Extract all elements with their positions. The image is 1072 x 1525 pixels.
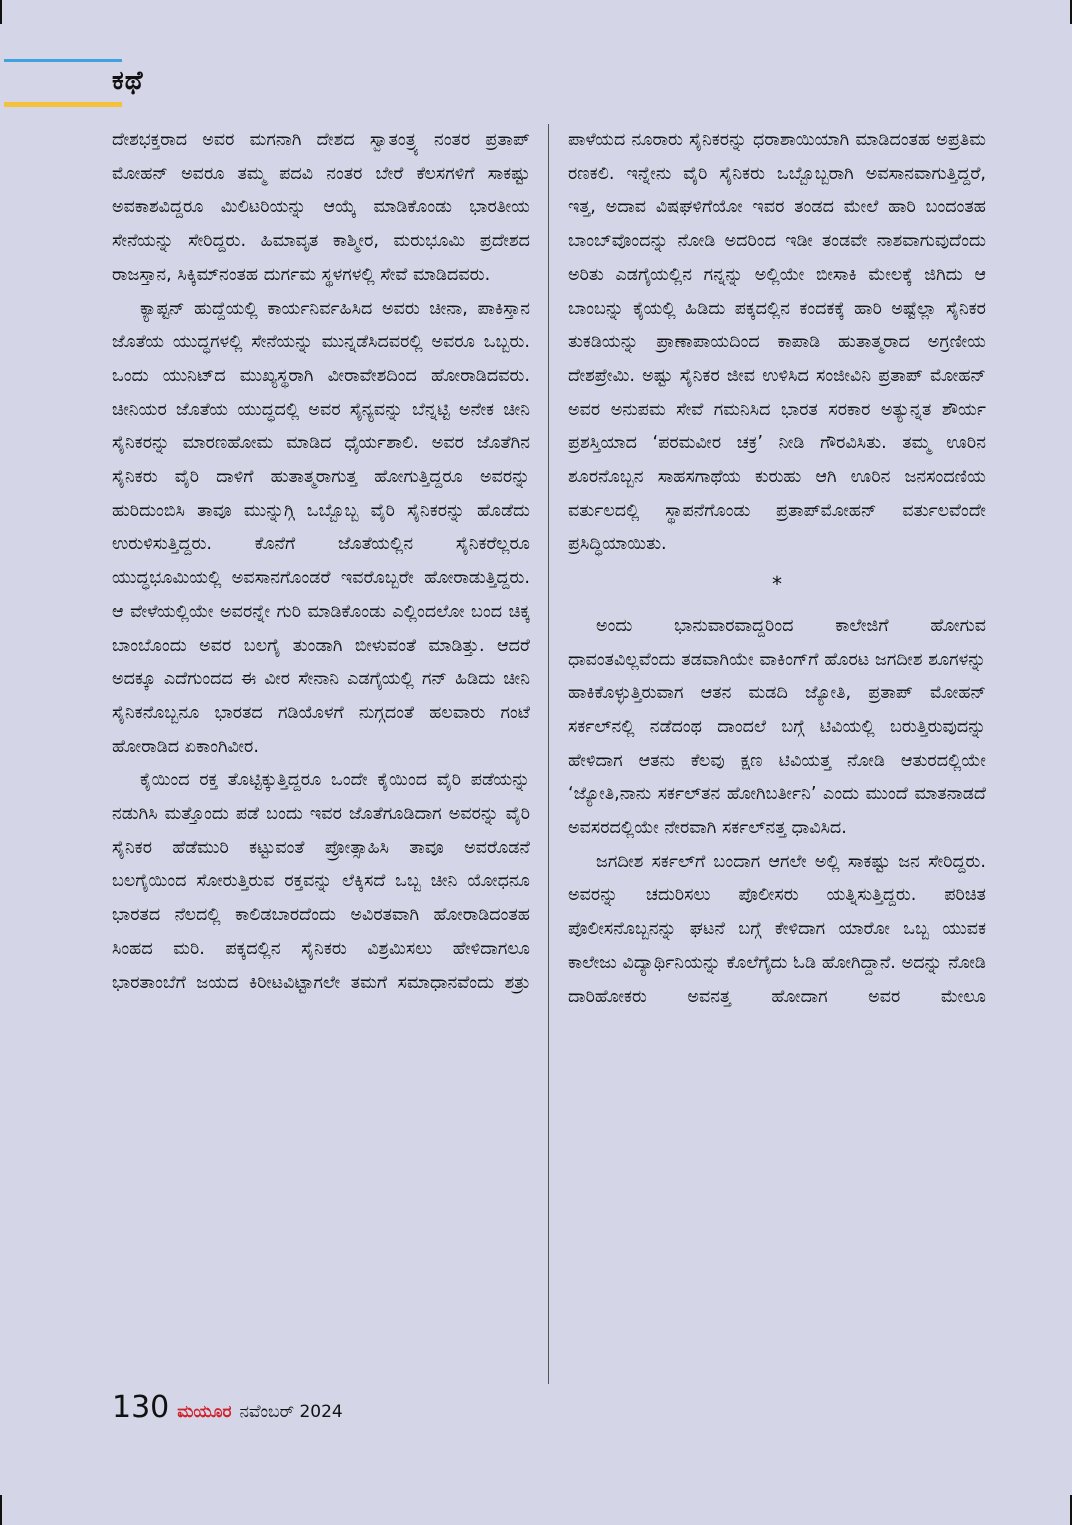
- magazine-logo: ಮಯೂರ: [177, 1402, 232, 1422]
- page-number: 130: [112, 1390, 170, 1425]
- column-divider: [548, 124, 549, 1384]
- header-underline: [4, 102, 122, 107]
- issue-date: ನವೆಂಬರ್ 2024: [239, 1402, 343, 1422]
- section-label: ಕಥೆ: [112, 66, 144, 96]
- paragraph: ಕೈಯಿಂದ ರಕ್ತ ತೊಟ್ಟಿಕ್ಕುತ್ತಿದ್ದರೂ ಒಂದೇ ಕೈಯಿಂದ ವೈರಿ ಪಡೆಯನ್ನು ನಡುಗಿಸಿ ಮತ್ತೊಂದು ಪಡೆ ಬಂದು ಇವರ ಜೊತೆಗೂಡಿದಾಗ ಅವರನ್ನು ವೈರಿ ಸೈನಿಕರ ಹೆಡೆಮುರಿ ಕಟ್ಟುವಂತೆ ಪ್ರೋತ್ಸಾಹಿಸಿ ತಾವೂ ಅವರೊಡನೆ ಬಲಗೈಯಿಂದ ಸೋರುತ್ತಿರುವ ರಕ್ತವನ್ನು ಲೆಕ್ಕಿಸದೆ ಒಬ್ಬ ಚೀನಿ ಯೋಧನೂ ಭಾರತದ ನೆಲದಲ್ಲಿ ಕಾಲಿಡಬಾರದೆಂದು ಅವಿರತವಾಗಿ ಹೋರಾಡಿದಂತಹ ಸಿಂಹದ ಮರಿ. ಪಕ್ಕದಲ್ಲಿನ ಸೈನಿಕರು ವಿಶ್ರಮಿಸಲು ಹೇಳಿದಾಗಲೂ ಭಾರತಾಂಬೆಗೆ ಜಯದ ಕಿರೀಟವಿಟ್ಟಾಗಲೇ ತಮಗೆ ಸಮಾಧಾನವೆಂದು ಶತ್ರು: [112, 770, 530, 993]
- page-footer: [112, 1390, 343, 1425]
- crop-mark: [0, 0, 2, 24]
- paragraph: ಅಂದು ಭಾನುವಾರವಾದ್ದರಿಂದ ಕಾಲೇಜಿಗೆ ಹೋಗುವ ಧಾವಂತವಿಲ್ಲವೆಂದು ತಡವಾಗಿಯೇ ವಾಕಿಂಗ್‌ಗೆ ಹೊರಟ ಜಗದೀಶ ಶೂಗಳನ್ನು ಹಾಕಿಕೊಳ್ಳುತ್ತಿರುವಾಗ ಆತನ ಮಡದಿ ಜ್ಯೋತಿ, ಪ್ರತಾಪ್ ಮೋಹನ್ ಸರ್ಕಲ್‌ನಲ್ಲಿ ನಡೆದಂಥ ದಾಂದಲೆ ಬಗ್ಗೆ ಟಿವಿಯಲ್ಲಿ ಬರುತ್ತಿರುವುದನ್ನು ಹೇಳಿದಾಗ ಆತನು ಕೆಲವು ಕ್ಷಣ ಟಿವಿಯತ್ತ ನೋಡಿ ಆತುರದಲ್ಲಿಯೇ ‘ಜ್ಯೋತಿ,ನಾನು ಸರ್ಕಲ್‌ತನ ಹೋಗಿಬರ್ತೀನಿ’ ಎಂದು ಮುಂದೆ ಮಾತನಾಡದೆ ಅವಸರದಲ್ಲಿಯೇ ನೇರವಾಗಿ ಸರ್ಕಲ್‌ನತ್ತ ಧಾವಿಸಿದ.: [568, 615, 986, 839]
- header-accent-line: [4, 59, 122, 62]
- right-column: [568, 124, 986, 1014]
- paragraph: ದೇಶಭಕ್ತರಾದ ಅವರ ಮಗನಾಗಿ ದೇಶದ ಸ್ವಾತಂತ್ರ್ಯ ನಂತರ ಪ್ರತಾಪ್ ಮೋಹನ್ ಅವರೂ ತಮ್ಮ ಪದವಿ ನಂತರ ಬೇರೆ ಕೆಲಸಗಳಿಗೆ ಸಾಕಷ್ಟು ಅವಕಾಶವಿದ್ದರೂ ಮಿಲಿಟರಿಯನ್ನು ಆಯ್ಕೆ ಮಾಡಿಕೊಂಡು ಭಾರತೀಯ ಸೇನೆಯನ್ನು ಸೇರಿದ್ದರು. ಹಿಮಾವೃತ ಕಾಶ್ಮೀರ, ಮರುಭೂಮಿ ಪ್ರದೇಶದ ರಾಜಸ್ತಾನ, ಸಿಕ್ಕಿಮ್‌ನಂತಹ ದುರ್ಗಮ ಸ್ಥಳಗಳಲ್ಲಿ ಸೇವೆ ಮಾಡಿದವರು.: [112, 130, 530, 285]
- crop-mark: [0, 1495, 2, 1525]
- section-separator: *: [772, 572, 782, 597]
- left-column: [112, 124, 530, 1000]
- paragraph: ಜಗದೀಶ ಸರ್ಕಲ್‌ಗೆ ಬಂದಾಗ ಆಗಲೇ ಅಲ್ಲಿ ಸಾಕಷ್ಟು ಜನ ಸೇರಿದ್ದರು. ಅವರನ್ನು ಚದುರಿಸಲು ಪೊಲೀಸರು ಯತ್ನಿಸುತ್ತಿದ್ದರು. ಪರಿಚಿತ ಪೊಲೀಸನೊಬ್ಬನನ್ನು ಘಟನೆ ಬಗ್ಗೆ ಕೇಳಿದಾಗ ಯಾರೋ ಒಬ್ಬ ಯುವಕ ಕಾಲೇಜು ವಿದ್ಯಾರ್ಥಿನಿಯನ್ನು ಕೊಲೆಗೈದು ಓಡಿ ಹೋಗಿದ್ದಾನೆ. ಅದನ್ನು ನೋಡಿ ದಾರಿಹೋಕರು ಅವನತ್ತ ಹೋದಾಗ ಅವರ ಮೇಲೂ: [568, 851, 986, 1007]
- paragraph: ಕ್ಯಾಪ್ಟನ್ ಹುದ್ದೆಯಲ್ಲಿ ಕಾರ್ಯನಿರ್ವಹಿಸಿದ ಅವರು ಚೀನಾ, ಪಾಕಿಸ್ತಾನ ಜೊತೆಯ ಯುದ್ಧಗಳಲ್ಲಿ ಸೇನೆಯನ್ನು ಮುನ್ನಡೆಸಿದವರಲ್ಲಿ ಅವರೂ ಒಬ್ಬರು. ಒಂದು ಯುನಿಟ್‌ದ ಮುಖ್ಯಸ್ಥರಾಗಿ ವೀರಾವೇಶದಿಂದ ಹೋರಾಡಿದವರು. ಚೀನಿಯರ ಜೊತೆಯ ಯುದ್ಧದಲ್ಲಿ ಅವರ ಸೈನ್ಯವನ್ನು ಬೆನ್ನಟ್ಟಿ ಅನೇಕ ಚೀನಿ ಸೈನಿಕರನ್ನು ಮಾರಣಹೋಮ ಮಾಡಿದ ಧೈರ್ಯಶಾಲಿ. ಅವರ ಜೊತೆಗಿನ ಸೈನಿಕರು ವೈರಿ ದಾಳಿಗೆ ಹುತಾತ್ಮರಾಗುತ್ತ ಹೋಗುತ್ತಿದ್ದರೂ ಅವರನ್ನು ಹುರಿದುಂಬಿಸಿ ತಾವೂ ಮುನ್ನುಗ್ಗಿ ಒಬ್ಬೊಬ್ಬ ವೈರಿ ಸೈನಿಕರನ್ನು ಹೊಡೆದು ಉರುಳಿಸುತ್ತಿದ್ದರು. ಕೊನೆಗೆ ಜೊತೆಯಲ್ಲಿನ ಸೈನಿಕರೆಲ್ಲರೂ ಯುದ್ಧಭೂಮಿಯಲ್ಲಿ ಅವಸಾನಗೊಂಡರೆ ಇವರೊಬ್ಬರೇ ಹೋರಾಡುತ್ತಿದ್ದರು. ಆ ವೇಳೆಯಲ್ಲಿಯೇ ಅವರನ್ನೇ ಗುರಿ ಮಾಡಿಕೊಂಡು ಎಲ್ಲಿಂದಲೋ ಬಂದ ಚಿಕ್ಕ ಬಾಂಬೊಂದು ಅವರ ಬಲಗೈ ತುಂಡಾಗಿ ಬೀಳುವಂತೆ ಮಾಡಿತ್ತು. ಆದರೆ ಅದಕ್ಕೂ ಎದೆಗುಂದದ ಈ ವೀರ ಸೇನಾನಿ ಎಡಗೈಯಲ್ಲಿ ಗನ್ ಹಿಡಿದು ಚೀನಿ ಸೈನಿಕನೊಬ್ಬನೂ ಭಾರತದ ಗಡಿಯೊಳಗೆ ನುಗ್ಗದಂತೆ ಹಲವಾರು ಗಂಟೆ ಹೋರಾಡಿದ ಏಕಾಂಗಿವೀರ.: [112, 298, 530, 757]
- paragraph: ಪಾಳೆಯದ ನೂರಾರು ಸೈನಿಕರನ್ನು ಧರಾಶಾಯಿಯಾಗಿ ಮಾಡಿದಂತಹ ಅಪ್ರತಿಮ ರಣಕಲಿ. ಇನ್ನೇನು ವೈರಿ ಸೈನಿಕರು ಒಬ್ಬೊಬ್ಬರಾಗಿ ಅವಸಾನವಾಗುತ್ತಿದ್ದರೆ, ಇತ್ತ, ಅದಾವ ವಿಷಘಳಿಗೆಯೋ ಇವರ ತಂಡದ ಮೇಲೆ ಹಾರಿ ಬಂದಂತಹ ಬಾಂಬ್‌ವೊಂದನ್ನು ನೋಡಿ ಅದರಿಂದ ಇಡೀ ತಂಡವೇ ನಾಶವಾಗುವುದೆಂದು ಅರಿತು ಎಡಗೈಯಲ್ಲಿನ ಗನ್ನನ್ನು ಅಲ್ಲಿಯೇ ಬೀಸಾಕಿ ಮೇಲಕ್ಕೆ ಜಿಗಿದು ಆ ಬಾಂಬನ್ನು ಕೈಯಲ್ಲಿ ಹಿಡಿದು ಪಕ್ಕದಲ್ಲಿನ ಕಂದಕಕ್ಕೆ ಹಾರಿ ಅಷ್ಟೆಲ್ಲಾ ಸೈನಿಕರ ತುಕಡಿಯನ್ನು ಪ್ರಾಣಾಪಾಯದಿಂದ ಕಾಪಾಡಿ ಹುತಾತ್ಮರಾದ ಅಗ್ರಣೀಯ ದೇಶಪ್ರೇಮಿ. ಅಷ್ಟು ಸೈನಿಕರ ಜೀವ ಉಳಿಸಿದ ಸಂಜೀವಿನಿ ಪ್ರತಾಪ್ ಮೋಹನ್ ಅವರ ಅನುಪಮ ಸೇವೆ ಗಮನಿಸಿದ ಭಾರತ ಸರಕಾರ ಅತ್ಯುನ್ನತ ಶೌರ್ಯ ಪ್ರಶಸ್ತಿಯಾದ ‘ಪರಮವೀರ ಚಕ್ರ’ ನೀಡಿ ಗೌರವಿಸಿತು. ತಮ್ಮ ಊರಿನ ಶೂರನೊಬ್ಬನ ಸಾಹಸಗಾಥೆಯ ಕುರುಹು ಆಗಿ ಊರಿನ ಜನಸಂದಣಿಯ ವರ್ತುಲದಲ್ಲಿ ಸ್ಥಾಪನೆಗೊಂಡು ಪ್ರತಾಪ್‌ಮೋಹನ್ ವರ್ತುಲವೆಂದೇ ಪ್ರಸಿದ್ಧಿಯಾಯಿತು.: [568, 130, 986, 555]
